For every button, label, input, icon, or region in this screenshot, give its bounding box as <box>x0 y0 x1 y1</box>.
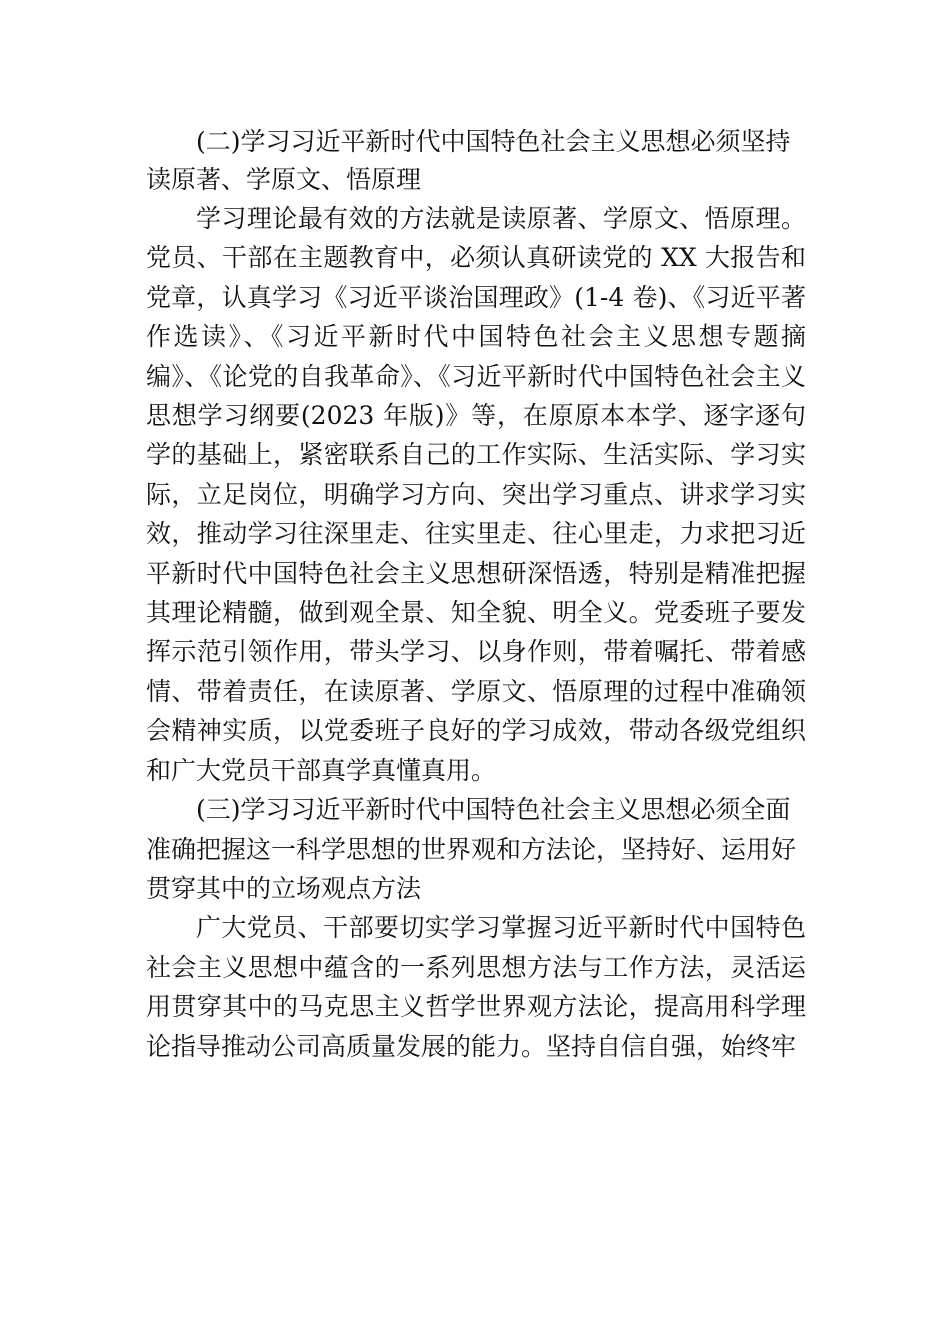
document-body <box>146 123 806 1066</box>
section-paragraph-2: 学习理论最有效的方法就是读原著、学原文、悟原理。党员、干部在主题教育中，必须认真研读党的 XX 大报告和党章，认真学习《习近平谈治国理政》(1-4 卷)、《习近平著作选读》、《习近平新时代中国特色社会主义思想专题摘编》、《论党的自我革命》、《习近平新时代中国特色社会主义思想学习纲要(2023 年版)》等，在原原本本学、逐字逐句学的基础上，紧密联系自己的工作实际、生活实际、学习实际，立足岗位，明确学习方向、突出学习重点、讲求学习实效，推动学习往深里走、往实里走、往心里走，力求把习近平新时代中国特色社会主义思想研深悟透，特别是精准把握其理论精髓，做到观全景、知全貌、明全义。党委班子要发挥示范引领作用，带头学习、以身作则，带着嘱托、带着感情、带着责任，在读原著、学原文、悟原理的过程中准确领会精神实质，以党委班子良好的学习成效，带动各级党组织和广大党员干部真学真懂真用。 <box>146 204 806 785</box>
section-heading-2: (二)学习习近平新时代中国特色社会主义思想必须坚持读原著、学原文、悟原理 <box>146 127 791 194</box>
section-paragraph-3: 广大党员、干部要切实学习掌握习近平新时代中国特色社会主义思想中蕴含的一系列思想方法与工作方法，灵活运用贯穿其中的马克思主义哲学世界观方法论，提高用科学理论指导推动公司高质量发展的能力。坚持自信自强，始终牢 <box>146 913 806 1061</box>
section-heading-3: (三)学习习近平新时代中国特色社会主义思想必须全面准确把握这一科学思想的世界观和方法论，坚持好、运用好贯穿其中的立场观点方法 <box>146 795 797 903</box>
